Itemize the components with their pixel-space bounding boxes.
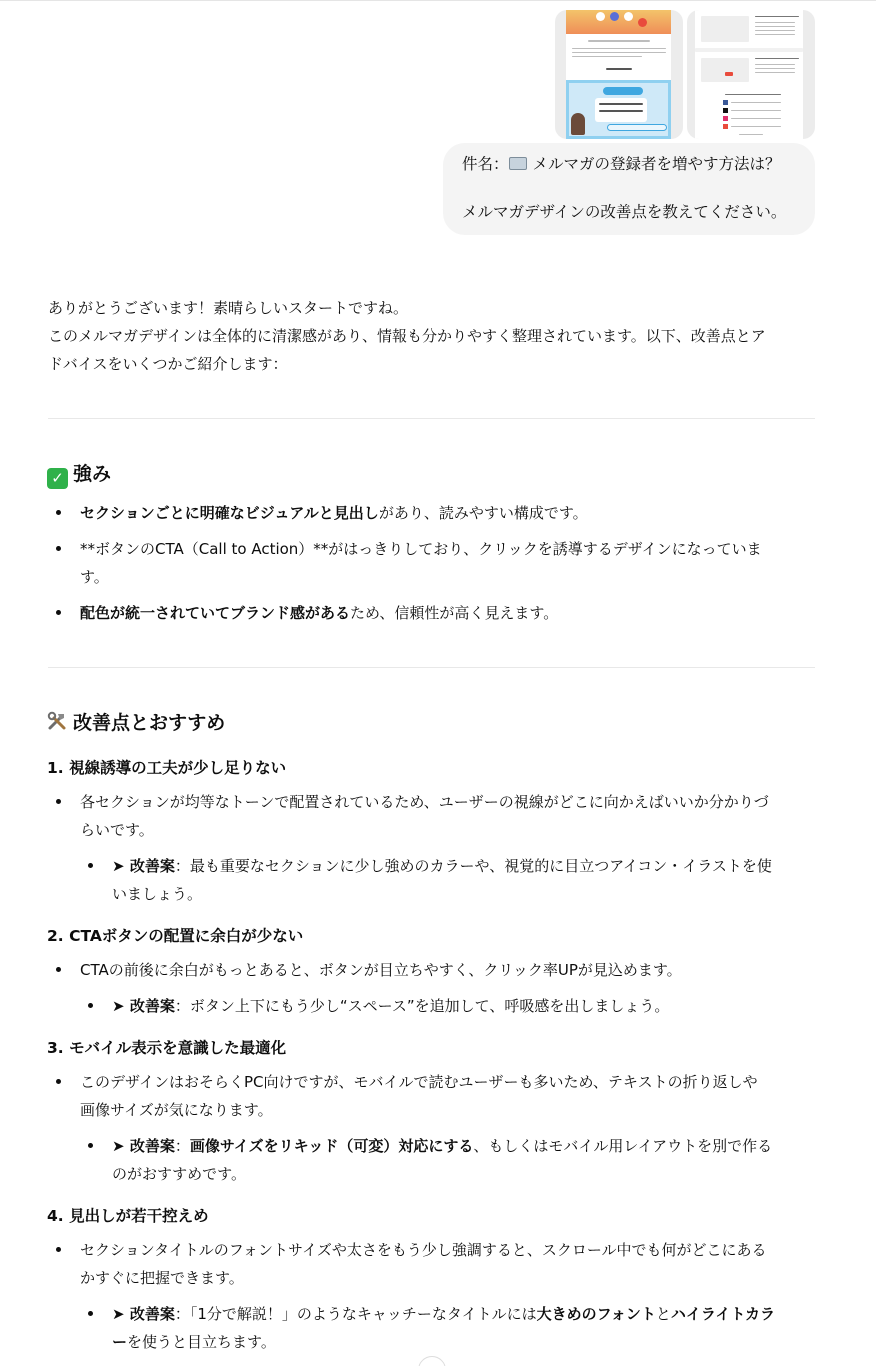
top-border: [0, 0, 876, 1]
bullet: [56, 967, 61, 972]
bullet: [56, 1079, 61, 1084]
check-mark-icon: ✓: [47, 468, 68, 489]
user-message-question: メルマガデザインの改善点を教えてください。: [462, 203, 787, 221]
strength-item-2-line-1: **ボタンのCTA（Call to Action）**がはっきりしており、クリックを誘導するデザインになっていま: [80, 540, 762, 558]
improvement-4-point-line-1: セクションタイトルのフォントサイズや太さをもう少し強調すると、スクロール中でも何がどこにある: [80, 1241, 767, 1259]
thumbnail-body: [566, 34, 671, 80]
divider: [48, 418, 815, 419]
attachment-thumbnail-2[interactable]: [687, 10, 815, 139]
improvement-1-title: 1. 視線誘導の工夫が少し足りない: [47, 759, 287, 777]
improvement-1-tip-line-1: ➤ 改善案：最も重要なセクションに少し強めのカラーや、視覚的に目立つアイコン・イラストを使: [112, 857, 772, 875]
bullet: [88, 1143, 93, 1148]
improvements-heading: 改善点とおすすめ: [47, 711, 225, 735]
intro-line-1: ありがとうございます！素晴らしいスタートですね。: [48, 299, 409, 317]
user-message-subject: 件名： メルマガの登録者を増やす方法は？: [462, 155, 781, 173]
thumbnail-card: [566, 80, 671, 139]
improvement-2-title: 2. CTAボタンの配置に余白が少ない: [47, 927, 304, 945]
improvement-4-point-line-2: かすぐに把握できます。: [80, 1269, 244, 1287]
strengths-heading: ✓ 強み: [47, 462, 111, 489]
intro-line-2: このメルマガデザインは全体的に清潔感があり、情報も分かりやすく整理されています。以下、改善点とア: [48, 327, 766, 345]
improvement-3-tip-line-1: ➤ 改善案：画像サイズをリキッド（可変）対応にする、もしくはモバイル用レイアウトを別で作る: [112, 1137, 773, 1155]
improvement-1-point-line-1: 各セクションが均等なトーンで配置されているため、ユーザーの視線がどこに向かえばいいか分かりづ: [80, 793, 769, 811]
bullet: [56, 799, 61, 804]
bullet: [88, 863, 93, 868]
thumbnail-page: [695, 10, 803, 139]
improvement-2-tip: ➤ 改善案：ボタン上下にもう少し“スペース”を追加して、呼吸感を出しましょう。: [112, 997, 670, 1015]
intro-line-3: ドバイスをいくつかご紹介します：: [48, 355, 288, 373]
improvement-1-tip-line-2: いましょう。: [112, 885, 203, 903]
bullet: [56, 610, 61, 615]
bullet: [56, 510, 61, 515]
bullet: [56, 1247, 61, 1252]
bullet: [56, 546, 61, 551]
improvement-3-point-line-1: このデザインはおそらくPC向けですが、モバイルで読むユーザーも多いため、テキストの折り返しや: [80, 1073, 758, 1091]
bullet: [88, 1311, 93, 1316]
improvement-3-tip-line-2: のがおすすめです。: [112, 1165, 246, 1183]
bullet: [88, 1003, 93, 1008]
improvement-2-point: CTAの前後に余白がもっとあると、ボタンが目立ちやすく、クリック率UPが見込めます。: [80, 961, 682, 979]
scroll-down-icon[interactable]: [418, 1356, 446, 1366]
strength-item-3: 配色が統一されていてブランド感があるため、信頼性が高く見えます。: [80, 604, 559, 622]
improvement-4-title: 4. 見出しが若干控えめ: [47, 1207, 209, 1225]
envelope-icon: [509, 157, 527, 170]
improvement-3-point-line-2: 画像サイズが気になります。: [80, 1101, 273, 1119]
hammer-wrench-icon: [47, 711, 68, 732]
thumbnail-banner: [566, 10, 671, 34]
attachment-thumbnail-1[interactable]: [555, 10, 683, 139]
improvement-1-point-line-2: らいです。: [80, 821, 154, 839]
improvement-4-tip-line-1: ➤ 改善案：「1分で解説！」のようなキャッチーなタイトルには大きめのフォントとハイライトカラ: [112, 1305, 775, 1323]
improvement-3-title: 3. モバイル表示を意識した最適化: [47, 1039, 287, 1057]
strength-item-2-line-2: す。: [80, 568, 109, 586]
strength-item-1: セクションごとに明確なビジュアルと見出しがあり、読みやすい構成です。: [80, 504, 588, 522]
divider: [48, 667, 815, 668]
user-message-bubble: [443, 143, 815, 235]
improvement-4-tip-line-2: ーを使うと目立ちます。: [112, 1333, 276, 1351]
